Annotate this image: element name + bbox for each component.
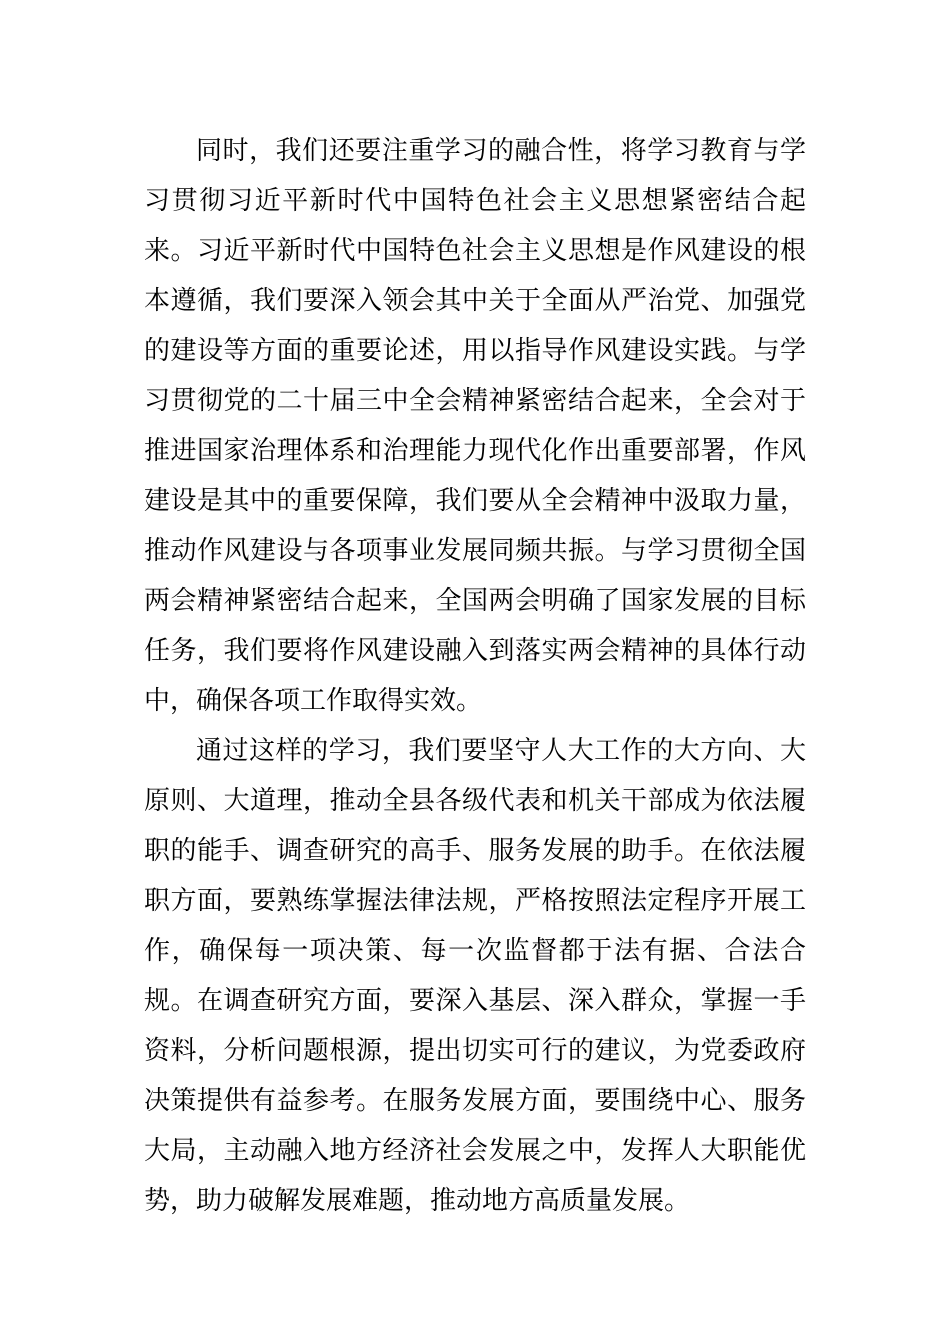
paragraph-through-study: 通过这样的学习，我们要坚守人大工作的大方向、大原则、大道理，推动全县各级代表和机关干部成为依法履职的能手、调查研究的高手、服务发展的助手。在依法履职方面，要熟练掌握法律法规，严格按照法定程序开展工作，确保每一项决策、每一次监督都于法有据、合法合规。在调查研究方面，要深入基层、深入群众，掌握一手资料，分析问题根源，提出切实可行的建议，为党委政府决策提供有益参考。在服务发展方面，要围绕中心、服务大局，主动融入地方经济社会发展之中，发挥人大职能优势，助力破解发展难题，推动地方高质量发展。 xyxy=(144,736,806,1216)
document-body xyxy=(144,126,806,1226)
paragraph-integration: 同时，我们还要注重学习的融合性，将学习教育与学习贯彻习近平新时代中国特色社会主义思想紧密结合起来。习近平新时代中国特色社会主义思想是作风建设的根本遵循，我们要深入领会其中关于全面从严治党、加强党的建设等方面的重要论述，用以指导作风建设实践。与学习贯彻党的二十届三中全会精神紧密结合起来，全会对于推进国家治理体系和治理能力现代化作出重要部署，作风建设是其中的重要保障，我们要从全会精神中汲取力量，推动作风建设与各项事业发展同频共振。与学习贯彻全国两会精神紧密结合起来，全国两会明确了国家发展的目标任务，我们要将作风建设融入到落实两会精神的具体行动中，确保各项工作取得实效。 xyxy=(144,136,806,716)
